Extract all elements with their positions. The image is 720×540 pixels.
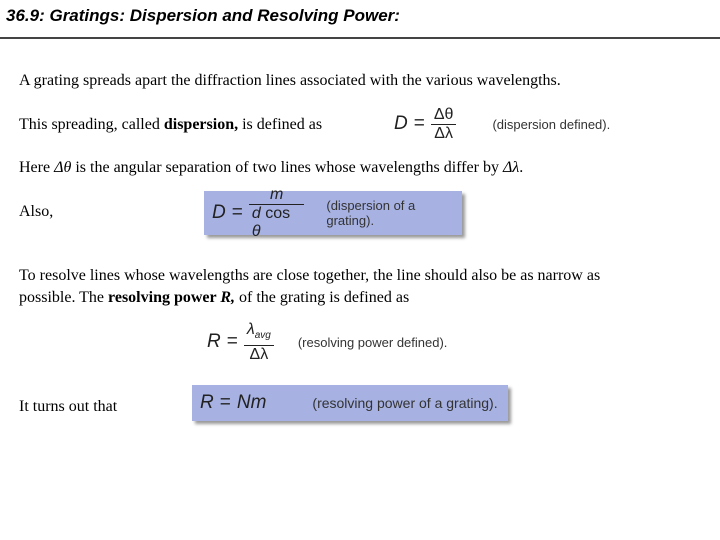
eq-fraction (249, 186, 305, 241)
term-resolving-power: resolving power (108, 289, 221, 306)
eq-fraction (244, 321, 274, 364)
eq-numerator: m (269, 185, 284, 203)
eq-sign: = (231, 202, 243, 223)
slide-title: 36.9: Gratings: Dispersion and Resolving Power: (6, 6, 400, 25)
eq-sign: = (226, 331, 238, 352)
eq-denominator: Δλ (249, 345, 269, 363)
eq-lhs: D (212, 202, 226, 223)
term-R: R, (220, 289, 235, 306)
text-line: To resolve lines whose wavelengths are close together, the line should also be as narrow as (19, 267, 601, 284)
eq-lhs: D (394, 113, 408, 134)
eq-annotation: (dispersion of a grating). (326, 198, 416, 228)
eq-sign: = (219, 392, 231, 413)
eq-sign: = (413, 113, 425, 134)
paragraph-resolve-lines (19, 265, 600, 309)
eq-annotation: (resolving power defined). (297, 334, 448, 350)
term-dispersion: dispersion, (163, 116, 239, 133)
text-fragment: is defined as (238, 116, 323, 133)
text-fragment: Here (19, 159, 55, 176)
text-fragment: of the grating is defined as (235, 289, 410, 306)
text-cos: cos (260, 204, 291, 222)
symbol-d: d (251, 204, 261, 222)
text-fragment: possible. The (19, 289, 109, 306)
symbol-delta-theta: Δθ (54, 159, 72, 176)
subscript-avg: avg (254, 329, 271, 341)
equation-resolving-power-of-grating (192, 385, 508, 421)
title-divider (0, 37, 720, 39)
symbol-delta-lambda: Δλ (502, 159, 520, 176)
eq-numerator (244, 321, 274, 345)
equation-resolving-power-defined (207, 320, 447, 364)
paragraph-turns-out: It turns out that (19, 398, 118, 415)
eq-lhs: R (207, 331, 221, 352)
symbol-lambda: λ (246, 320, 255, 338)
eq-rhs: Nm (236, 392, 267, 413)
equation-dispersion-of-grating (204, 185, 462, 240)
eq-denominator: Δλ (434, 124, 453, 142)
text-fragment: . (519, 159, 524, 176)
paragraph-angular-separation (19, 157, 523, 179)
text-fragment: is the angular separation of two lines whose wavelengths differ by (71, 159, 503, 176)
paragraph-grating-spreads: A grating spreads apart the diffraction lines associated with the various wavelengths. (19, 72, 561, 89)
symbol-theta: θ (251, 222, 261, 240)
eq-lhs: R (200, 392, 214, 413)
paragraph-dispersion-defined (19, 114, 322, 136)
text-fragment: This spreading, called (19, 116, 164, 133)
eq-annotation: (dispersion defined). (492, 116, 611, 132)
equation-dispersion-defined (394, 104, 610, 144)
text-line (19, 287, 600, 309)
paragraph-also: Also, (19, 203, 54, 220)
eq-annotation: (resolving power of a grating). (312, 395, 498, 411)
eq-numerator: Δθ (433, 105, 454, 123)
eq-fraction (431, 106, 457, 143)
eq-denominator (249, 205, 305, 241)
